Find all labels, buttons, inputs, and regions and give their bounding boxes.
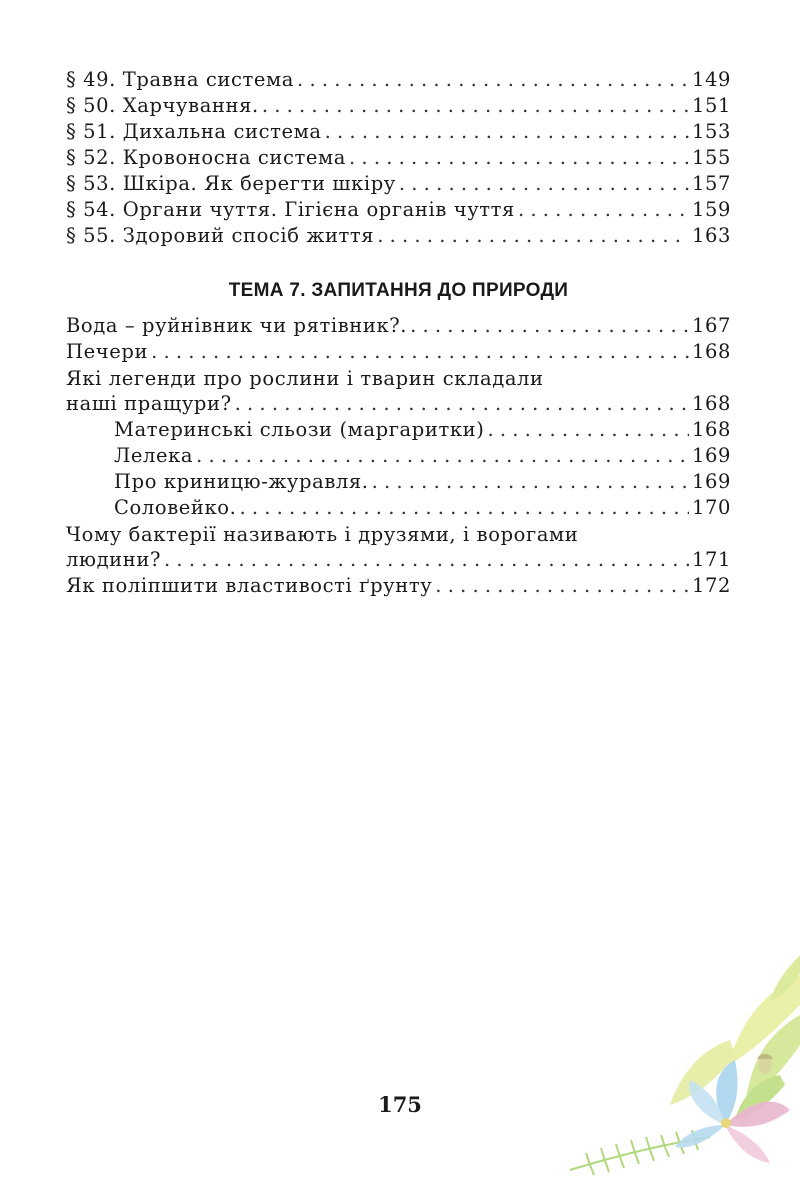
toc-entry-page: 159	[691, 198, 731, 221]
toc-entry-title-line: Чому бактерії називають і друзями, і ворогами	[66, 523, 579, 546]
toc-entry-title: Як поліпшити властивості ґрунту	[66, 574, 433, 597]
toc-subentry	[66, 496, 731, 522]
toc-entry-title: § 53. Шкіра. Як берегти шкіру	[66, 172, 396, 195]
toc-entry	[66, 94, 731, 120]
toc-entry-title: Материнські сльози (маргаритки)	[114, 418, 485, 441]
toc-entry-page: 153	[691, 120, 731, 143]
toc-entry-title: § 55. Здоровий спосіб життя	[66, 224, 375, 247]
toc-entry-title: Соловейко.	[114, 496, 237, 519]
toc-entry-page: 168	[691, 340, 731, 363]
toc-entry-title: § 51. Дихальна система	[66, 120, 322, 143]
dot-leader	[435, 574, 689, 597]
toc-entry-page: 155	[691, 146, 731, 169]
dot-leader	[410, 314, 689, 337]
toc-entry-page: 169	[691, 444, 731, 467]
toc-entry-page: 167	[691, 314, 731, 337]
toc-entry	[66, 340, 731, 366]
floral-decoration-icon	[550, 955, 800, 1185]
dot-leader	[325, 120, 689, 143]
toc-entry-title: § 52. Кровоносна система	[66, 146, 347, 169]
toc-entry-page: 149	[691, 68, 731, 91]
dot-leader	[399, 172, 689, 195]
dot-leader	[196, 444, 689, 467]
toc-entry-page: 151	[691, 94, 731, 117]
toc-entry-page: 171	[691, 548, 731, 571]
toc-entry	[66, 224, 731, 250]
toc-entry	[66, 198, 731, 224]
toc-entry	[66, 146, 731, 172]
toc-section-1	[66, 68, 731, 250]
toc-entry-title: § 49. Травна система	[66, 68, 295, 91]
dot-leader	[262, 94, 689, 117]
toc-entry-page: 168	[691, 418, 731, 441]
dot-leader	[377, 224, 689, 247]
section-heading: ТЕМА 7. ЗАПИТАННЯ ДО ПРИРОДИ	[228, 280, 569, 301]
toc-entry	[66, 574, 731, 600]
toc-subentry	[66, 470, 731, 496]
dot-leader	[349, 146, 689, 169]
toc-entry-page: 163	[691, 224, 731, 247]
toc-section-2	[66, 314, 731, 600]
dot-leader	[297, 68, 689, 91]
dot-leader	[164, 548, 689, 571]
dot-leader	[151, 340, 689, 363]
dot-leader	[372, 470, 689, 493]
toc-subentry	[66, 418, 731, 444]
toc-entry	[66, 392, 731, 418]
page-number: 175	[378, 1092, 422, 1117]
toc-entry-title: § 50. Харчування.	[66, 94, 259, 117]
toc-entry-page: 169	[691, 470, 731, 493]
toc-entry-title: Про криницю-журавля.	[114, 470, 369, 493]
toc-entry	[66, 68, 731, 94]
toc-entry-page: 157	[691, 172, 731, 195]
toc-entry-title-line: Які легенди про рослини і тварин складали	[66, 367, 544, 390]
dot-leader	[235, 392, 689, 415]
toc-entry	[66, 548, 731, 574]
toc-entry	[66, 172, 731, 198]
dot-leader	[487, 418, 689, 441]
toc-entry-title: Лелека	[114, 444, 194, 467]
toc-entry-title: наші пращури?	[66, 392, 232, 415]
toc-entry	[66, 120, 731, 146]
toc-entry-page: 168	[691, 392, 731, 415]
toc-entry-page: 172	[691, 574, 731, 597]
toc-entry-title: § 54. Органи чуття. Гігієна органів чуття	[66, 198, 515, 221]
toc-entry	[66, 314, 731, 340]
toc-entry-page: 170	[691, 496, 731, 519]
toc-entry-title: Вода – руйнівник чи рятівник?.	[66, 314, 408, 337]
dot-leader	[518, 198, 689, 221]
toc-entry-title: Печери	[66, 340, 149, 363]
toc-subentry	[66, 444, 731, 470]
toc-entry-title: людини?	[66, 548, 162, 571]
dot-leader	[239, 496, 689, 519]
